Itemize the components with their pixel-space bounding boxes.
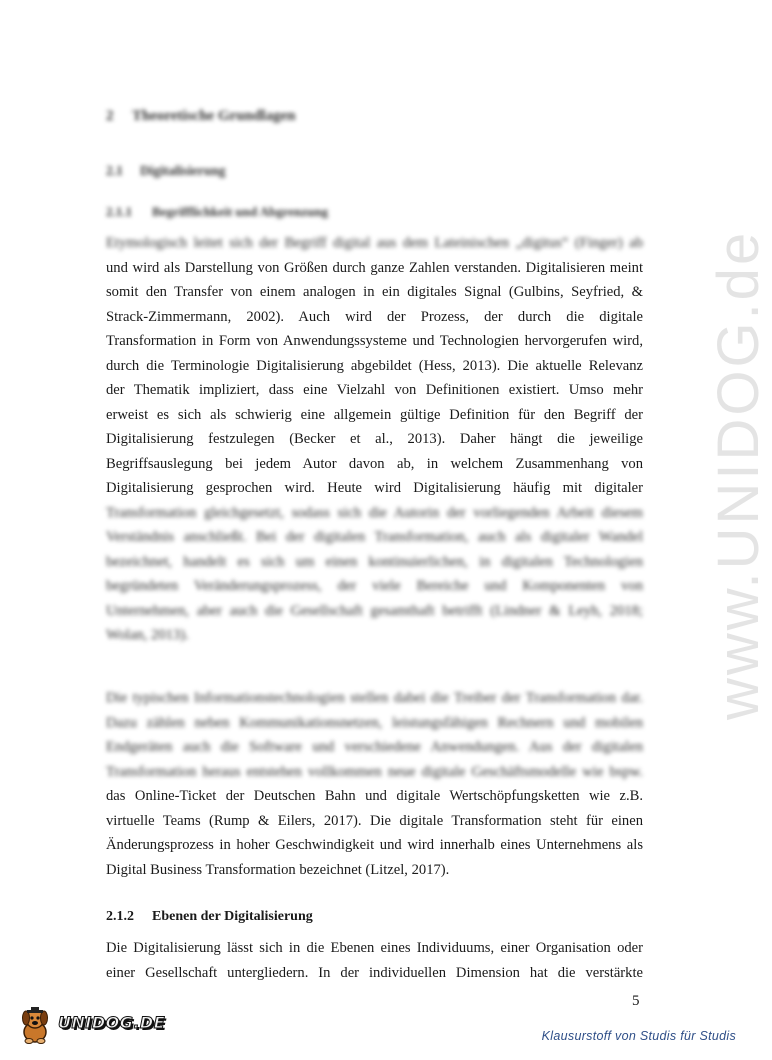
chapter-title: Theoretische Grundlagen: [132, 108, 296, 124]
subsection-heading-2: [106, 909, 313, 925]
paragraph-2: [106, 686, 643, 882]
watermark: www.UNIDOG.de: [706, 229, 771, 720]
paragraph-1: [106, 231, 643, 648]
dog-mascot-icon: [18, 1006, 52, 1044]
unidog-logo[interactable]: [18, 1006, 166, 1046]
text-line: durch die Terminologie Digitalisierung abgebildet (Hess, 2013). Die aktuelle Relevanz: [106, 357, 643, 374]
text-line: Digitalisierung festzulegen (Becker et al., 2013). Daher hängt die jeweilige: [106, 431, 643, 447]
chapter-number: 2: [106, 108, 114, 124]
text-line: Begriffsauslegung bei jedem Autor davon ab, in welchem Zusammenhang von: [106, 455, 643, 472]
footer-tagline: Klausurstoff von Studis für Studis: [541, 1029, 736, 1043]
text-line: Dazu zählen neben Kommunikationsnetzen, leistungsfähigen Rechnern und mobilen: [106, 714, 643, 731]
section-heading: [106, 163, 226, 179]
text-line: Digital Business Transformation bezeichnet (Litzel, 2017).: [106, 861, 450, 878]
text-line: einer Gesellschaft untergliedern. In der individuellen Dimension hat die verstärkte: [106, 964, 643, 981]
text-line: Endgeräten auch die Software und verschiedene Anwendungen. Aus der digitalen: [106, 739, 643, 755]
subsection-title: Ebenen der Digitalisierung: [152, 909, 313, 924]
text-line: Strack-Zimmermann, 2002). Auch wird der Prozess, der durch die digitale: [106, 308, 643, 325]
chapter-heading: [106, 108, 295, 125]
text-line: virtuelle Teams (Rump & Eilers, 2017). Die digitale Transformation steht für einen: [106, 812, 643, 829]
text-line: Änderungsprozess in hoher Geschwindigkeit und wird innerhalb eines Unternehmens als: [106, 837, 643, 853]
section-number: 2.1: [106, 163, 123, 178]
text-line: erweist es sich als schwierig eine allgemein gültige Definition für den Begriff der: [106, 406, 643, 423]
text-line: Die typischen Informationstechnologien stellen dabei die Treiber der Transformation dar.: [106, 690, 643, 706]
subsection-title: Begrifflichkeit und Abgrenzung: [152, 204, 329, 219]
text-line: Unternehmen, aber auch die Gesellschaft gesamthaft betrifft (Lindner & Leyh, 2018;: [106, 602, 643, 619]
paragraph-3: [106, 936, 643, 985]
text-line: Die Digitalisierung lässt sich in die Ebenen eines Individuums, einer Organisation oder: [106, 940, 643, 956]
text-line: Wolan, 2013).: [106, 627, 189, 643]
page-number: 5: [632, 993, 640, 1009]
logo-text: UNIDOG.DE: [58, 1013, 166, 1032]
subsection-heading-1: [106, 204, 328, 220]
text-line: bezeichnet, handelt es sich um einen kontinuierlichen, in digitalen Technologien: [106, 553, 643, 570]
text-line: Etymologisch leitet sich der Begriff digital aus dem Lateinischen „digitus“ (Finger) ab: [106, 235, 643, 251]
text-line: Transformation heraus entstehen vollkommen neue digitale Geschäftsmodelle wie bspw.: [106, 763, 643, 780]
text-line: somit den Transfer von einem analogen in ein digitales Signal (Gulbins, Seyfried, &: [106, 284, 643, 300]
section-title: Digitalisierung: [140, 163, 226, 178]
text-line: Transformation gleichgesetzt, sodass sich die Autorin der vorliegenden Arbeit diesem: [106, 504, 643, 521]
text-line: Verständnis anschließt. Bei der digitalen Transformation, auch als digitaler Wandel: [106, 529, 643, 545]
text-line: Digitalisierung gesprochen wird. Heute wird Digitalisierung häufig mit digitaler: [106, 480, 643, 496]
text-line: der Thematik impliziert, dass eine Vielzahl von Definitionen existiert. Umso mehr: [106, 382, 643, 398]
subsection-number: 2.1.1: [106, 204, 132, 219]
subsection-number: 2.1.2: [106, 909, 134, 924]
text-line: begründeten Veränderungsprozess, der viele Bereiche und Komponenten von: [106, 578, 643, 594]
text-line: Transformation in Form von Anwendungssysteme und Technologien hervorgerufen wird,: [106, 333, 643, 349]
text-line: und wird als Darstellung von Größen durch ganze Zahlen verstanden. Digitalisieren meint: [106, 259, 643, 276]
text-line: das Online-Ticket der Deutschen Bahn und digitale Wertschöpfungsketten wie z.B.: [106, 788, 643, 804]
